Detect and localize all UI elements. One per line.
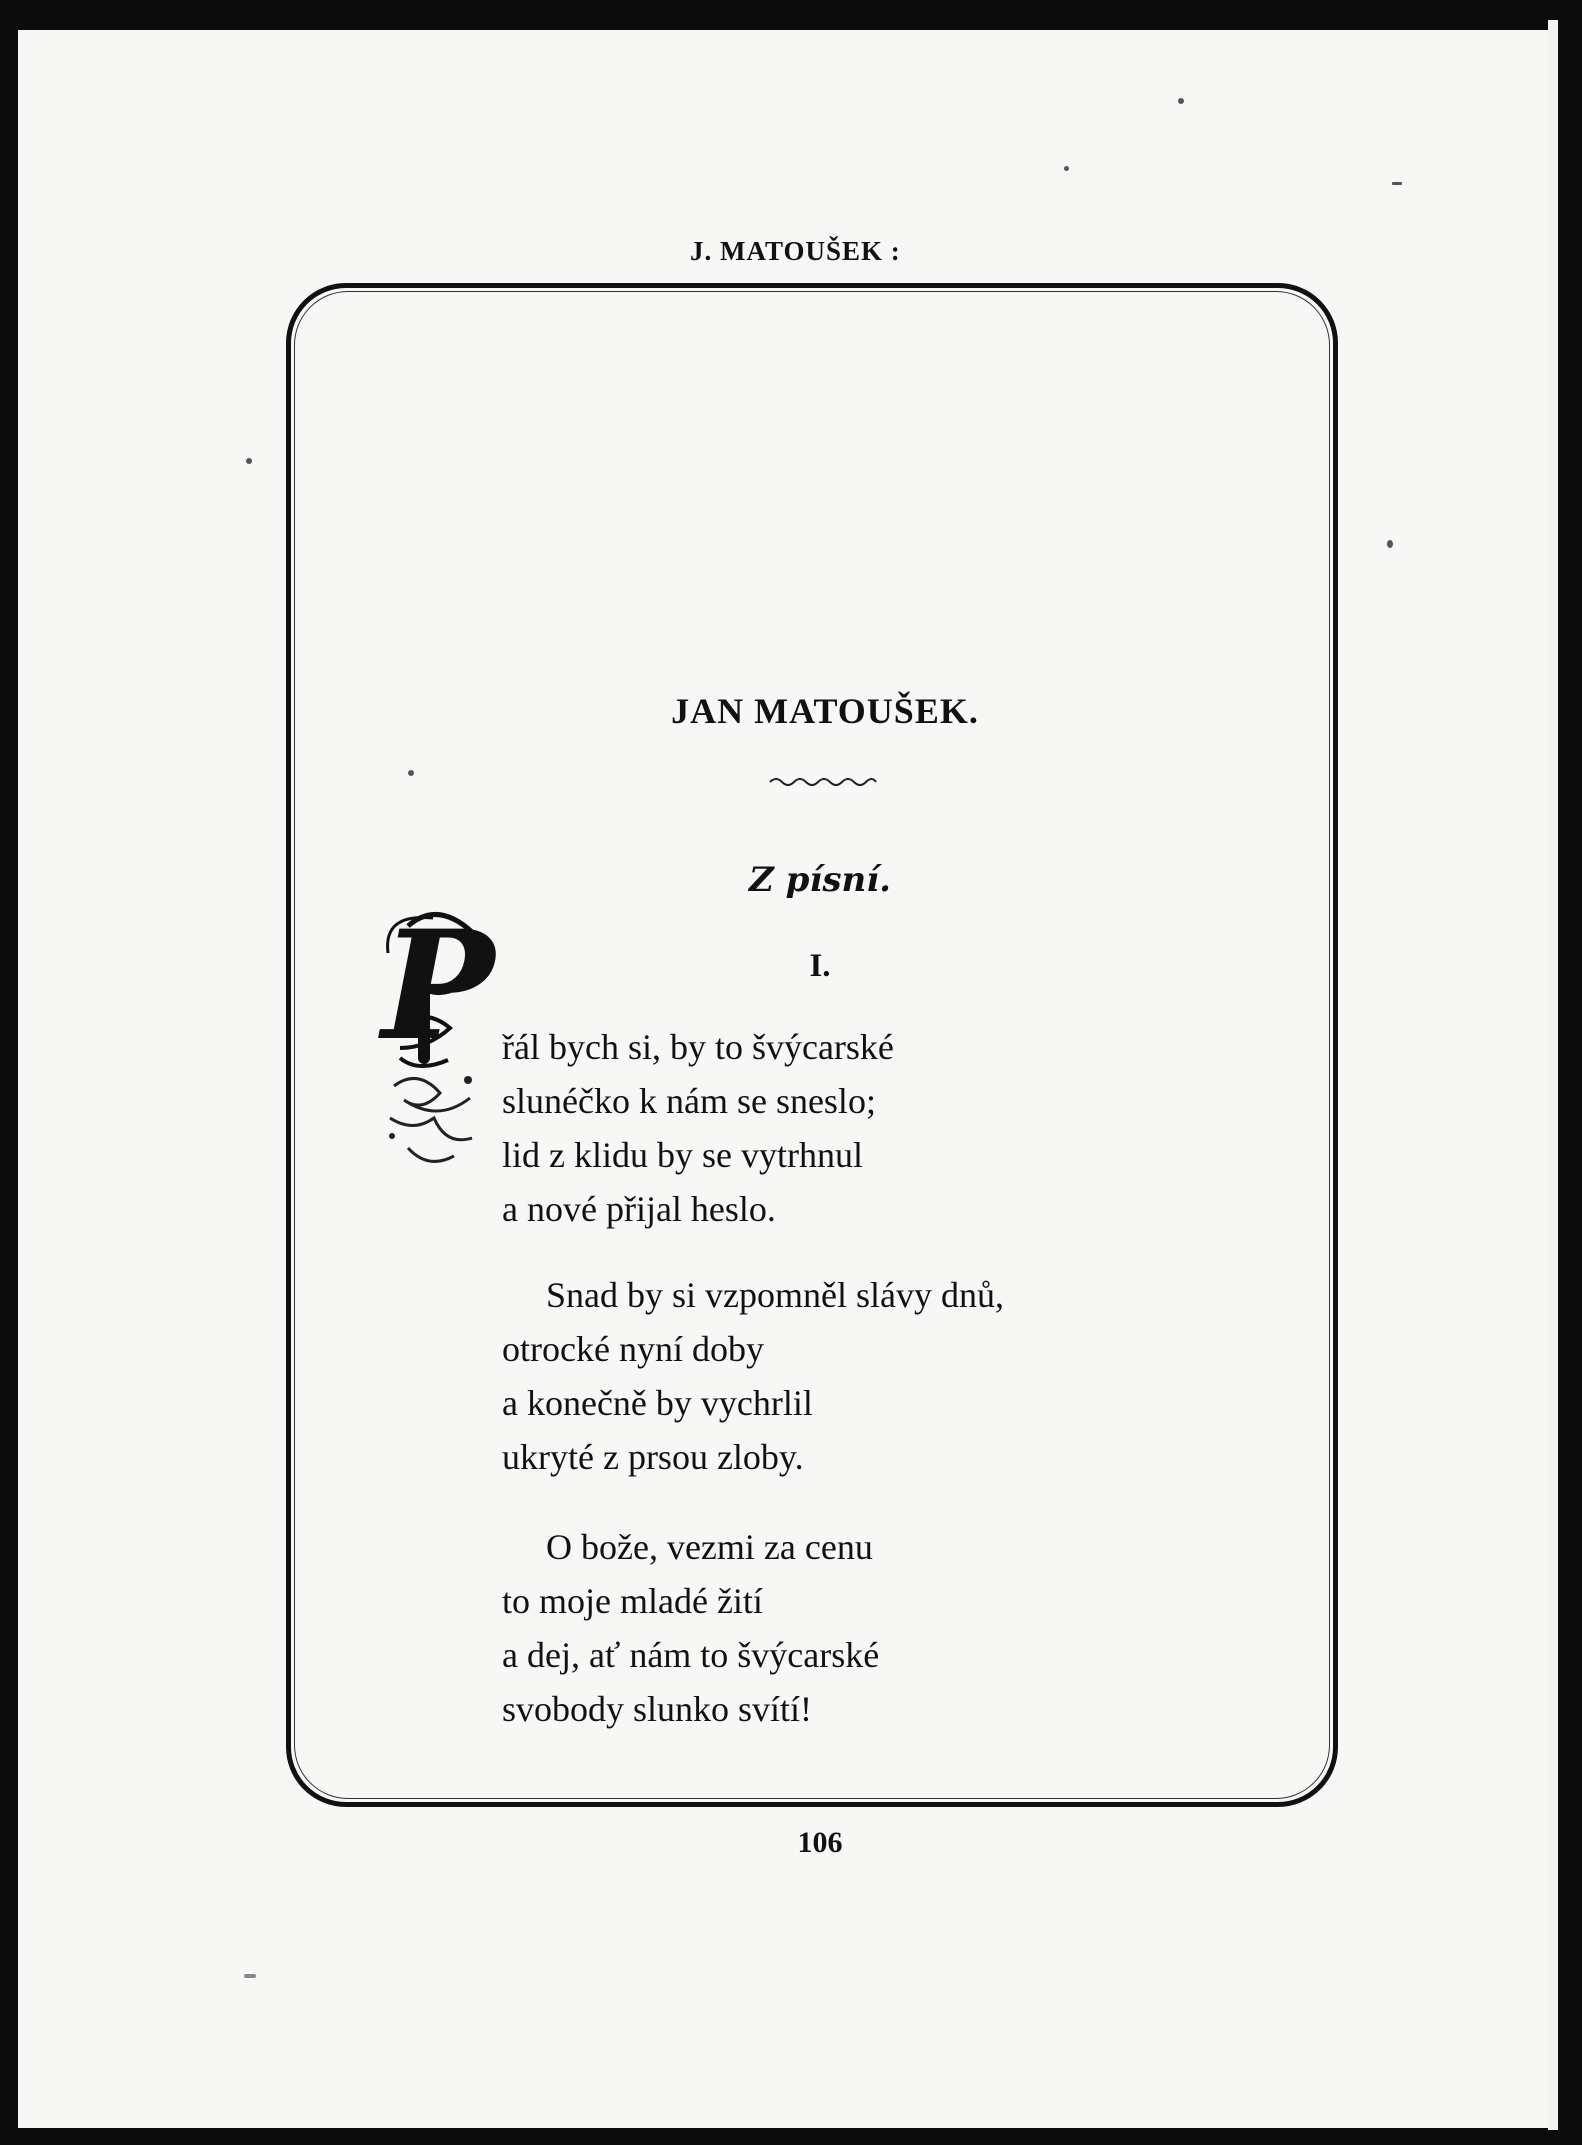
author-heading: JAN MATOUŠEK. <box>671 691 979 731</box>
poem-line: a nové přijal heslo. <box>502 1189 776 1229</box>
poem-line: řál bych si, by to švýcarské <box>502 1027 894 1067</box>
poem-line: slunéčko k nám se sneslo; <box>502 1081 876 1121</box>
section-title: Z písní. <box>749 860 891 900</box>
poem-line: O bože, vezmi za cenu <box>546 1527 873 1567</box>
wavy-rule-ornament <box>768 774 878 790</box>
stanza-3 <box>502 1520 879 1736</box>
poem-line: Snad by si vzpomněl slávy dnů, <box>546 1275 1004 1315</box>
paper-speck <box>1392 182 1402 185</box>
ornamental-initial-icon <box>378 908 498 1178</box>
poem-line: a konečně by vychrlil <box>502 1383 813 1423</box>
paper-speck <box>408 770 414 776</box>
poem-line: svobody slunko svítí! <box>502 1689 813 1729</box>
page-number: 106 <box>797 1826 843 1859</box>
stanza-1 <box>502 1020 894 1236</box>
poem-line: to moje mladé žití <box>502 1581 763 1621</box>
paper-speck <box>1178 98 1184 104</box>
stanza-2 <box>502 1268 1004 1484</box>
paper-speck <box>1387 540 1393 548</box>
poem-line: lid z klidu by se vytrhnul <box>502 1135 863 1175</box>
running-head: J. MATOUŠEK : <box>690 236 901 266</box>
paper-speck <box>244 1974 256 1978</box>
poem-line: a dej, ať nám to švýcarské <box>502 1635 880 1675</box>
poem-line: ukryté z prsou zloby. <box>502 1437 804 1477</box>
page-edge <box>1548 20 1558 2130</box>
part-number: I. <box>809 948 831 984</box>
paper-speck <box>246 458 252 464</box>
initial-letter: P <box>381 908 495 1074</box>
poem-line: otrocké nyní doby <box>502 1329 764 1369</box>
paper-speck <box>1064 166 1069 171</box>
